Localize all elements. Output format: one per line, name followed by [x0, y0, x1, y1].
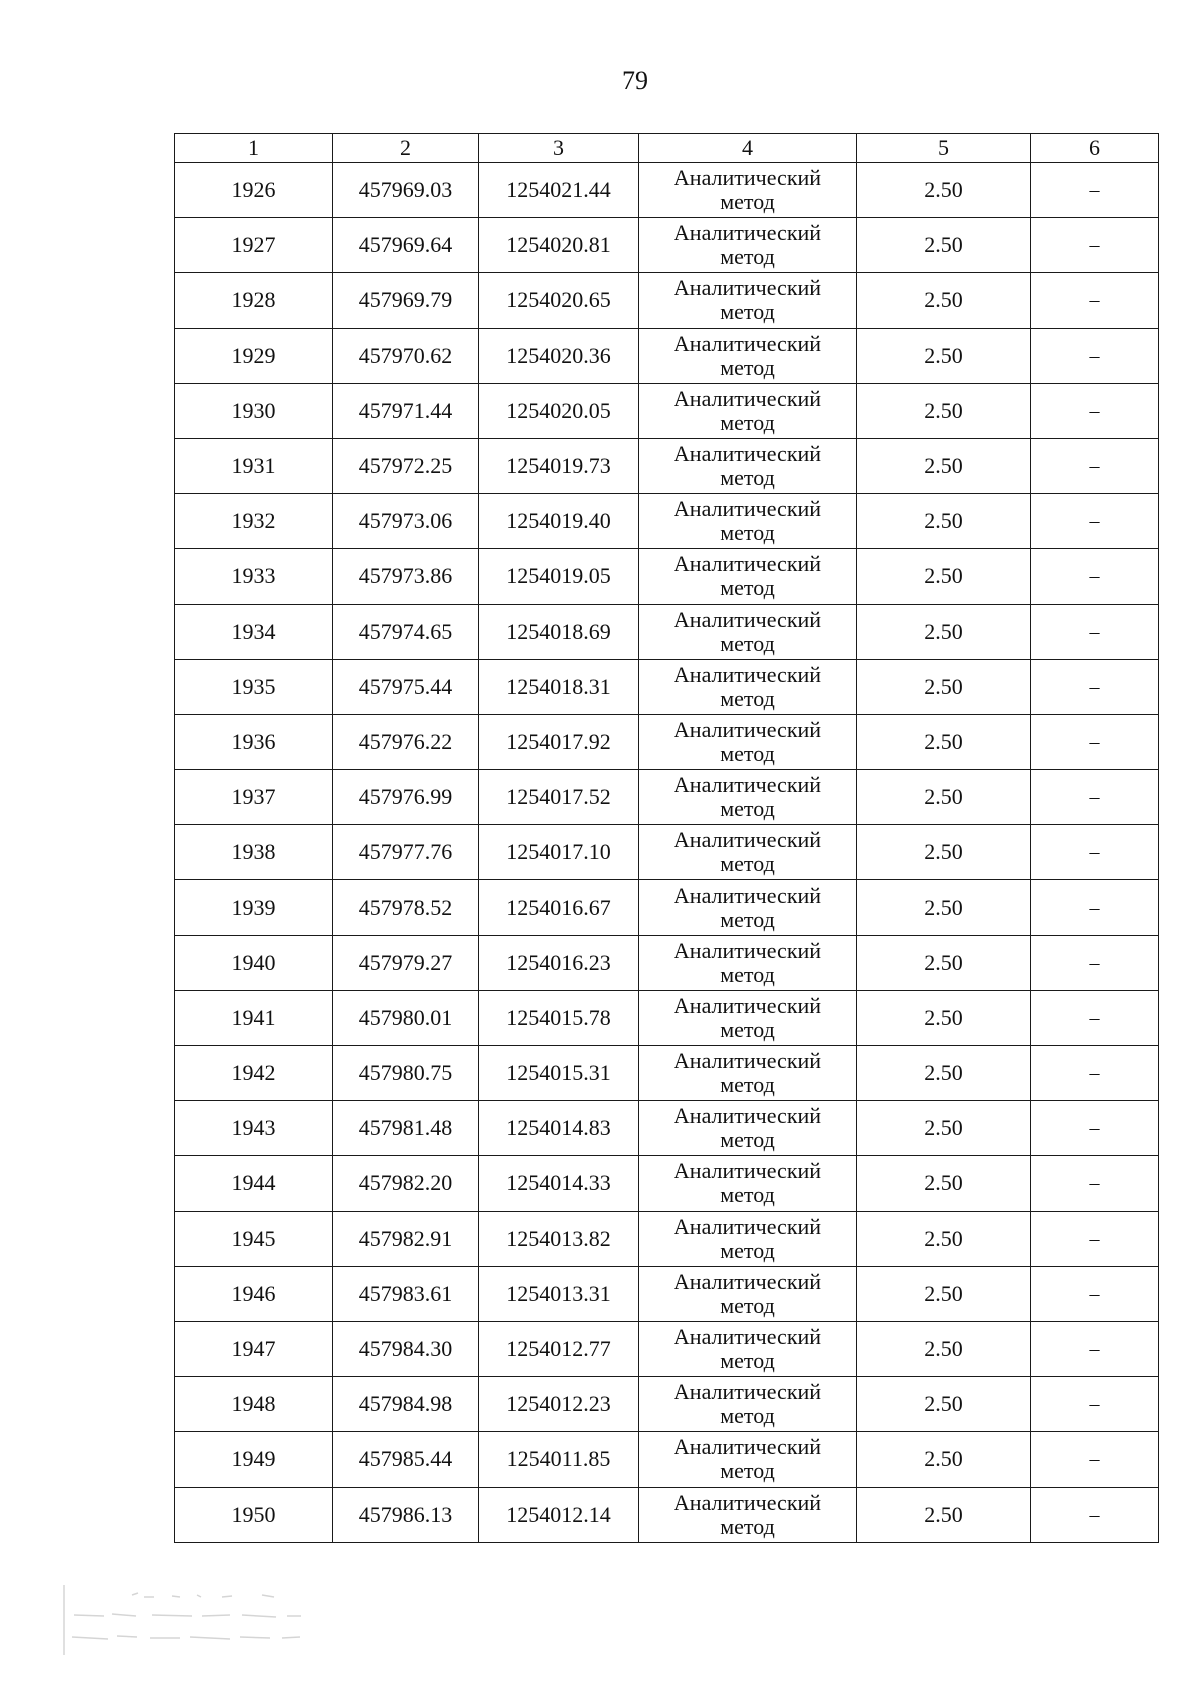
table-row: [175, 438, 1159, 493]
method-line-1: Аналитический: [673, 275, 822, 301]
accuracy-cell: 2.50: [857, 1101, 1031, 1156]
method-line-2: метод: [720, 1072, 775, 1098]
y-coordinate-cell: 1254015.78: [479, 990, 639, 1045]
method-line-2: метод: [720, 299, 775, 325]
point-number-cell: 1945: [175, 1211, 333, 1266]
point-number-cell: 1948: [175, 1377, 333, 1432]
note-cell: –: [1031, 714, 1159, 769]
method-line-2: метод: [720, 1458, 775, 1484]
table-row: [175, 163, 1159, 218]
table-row: [175, 770, 1159, 825]
accuracy-cell: 2.50: [857, 494, 1031, 549]
x-coordinate-cell: 457980.75: [333, 1046, 479, 1101]
point-number-cell: 1943: [175, 1101, 333, 1156]
method-cell: [639, 1046, 857, 1101]
note-cell: –: [1031, 273, 1159, 328]
accuracy-cell: 2.50: [857, 218, 1031, 273]
note-cell: –: [1031, 990, 1159, 1045]
note-cell: –: [1031, 1321, 1159, 1376]
x-coordinate-cell: 457971.44: [333, 383, 479, 438]
x-coordinate-cell: 457973.06: [333, 494, 479, 549]
method-line-2: метод: [720, 1237, 775, 1263]
note-cell: –: [1031, 438, 1159, 493]
method-cell: [639, 659, 857, 714]
point-number-cell: 1928: [175, 273, 333, 328]
method-cell: [639, 494, 857, 549]
table-row: [175, 1321, 1159, 1376]
method-line-1: Аналитический: [673, 1379, 822, 1405]
note-cell: –: [1031, 825, 1159, 880]
table-row: [175, 604, 1159, 659]
method-cell: [639, 825, 857, 880]
y-coordinate-cell: 1254013.82: [479, 1211, 639, 1266]
method-cell: [639, 1377, 857, 1432]
point-number-cell: 1939: [175, 880, 333, 935]
note-cell: –: [1031, 1487, 1159, 1542]
method-line-1: Аналитический: [673, 1268, 822, 1294]
header-col-1: 1: [175, 134, 333, 163]
table-row: [175, 1487, 1159, 1542]
table-row: [175, 1101, 1159, 1156]
x-coordinate-cell: 457974.65: [333, 604, 479, 659]
method-cell: [639, 438, 857, 493]
note-cell: –: [1031, 604, 1159, 659]
point-number-cell: 1926: [175, 163, 333, 218]
method-line-1: Аналитический: [673, 992, 822, 1018]
table-body: [175, 163, 1159, 1543]
method-line-1: Аналитический: [673, 1048, 822, 1074]
point-number-cell: 1942: [175, 1046, 333, 1101]
header-row: [175, 134, 1159, 163]
method-cell: [639, 1101, 857, 1156]
x-coordinate-cell: 457978.52: [333, 880, 479, 935]
note-cell: –: [1031, 659, 1159, 714]
note-cell: –: [1031, 1266, 1159, 1321]
method-line-1: Аналитический: [673, 165, 822, 191]
accuracy-cell: 2.50: [857, 935, 1031, 990]
method-line-2: метод: [720, 1513, 775, 1539]
accuracy-cell: 2.50: [857, 1046, 1031, 1101]
coordinates-table: [174, 133, 1159, 1543]
y-coordinate-cell: 1254017.10: [479, 825, 639, 880]
accuracy-cell: 2.50: [857, 438, 1031, 493]
method-line-1: Аналитический: [673, 772, 822, 798]
note-cell: –: [1031, 494, 1159, 549]
accuracy-cell: 2.50: [857, 1211, 1031, 1266]
y-coordinate-cell: 1254015.31: [479, 1046, 639, 1101]
method-line-1: Аналитический: [673, 937, 822, 963]
header-col-5: 5: [857, 134, 1031, 163]
note-cell: –: [1031, 935, 1159, 990]
note-cell: –: [1031, 880, 1159, 935]
point-number-cell: 1936: [175, 714, 333, 769]
x-coordinate-cell: 457976.99: [333, 770, 479, 825]
y-coordinate-cell: 1254014.83: [479, 1101, 639, 1156]
method-line-1: Аналитический: [673, 1434, 822, 1460]
page-number: 79: [622, 66, 648, 95]
y-coordinate-cell: 1254018.69: [479, 604, 639, 659]
table-row: [175, 935, 1159, 990]
method-line-1: Аналитический: [673, 1489, 822, 1515]
x-coordinate-cell: 457984.30: [333, 1321, 479, 1376]
x-coordinate-cell: 457969.79: [333, 273, 479, 328]
y-coordinate-cell: 1254020.81: [479, 218, 639, 273]
accuracy-cell: 2.50: [857, 659, 1031, 714]
accuracy-cell: 2.50: [857, 990, 1031, 1045]
x-coordinate-cell: 457986.13: [333, 1487, 479, 1542]
point-number-cell: 1934: [175, 604, 333, 659]
x-coordinate-cell: 457985.44: [333, 1432, 479, 1487]
y-coordinate-cell: 1254013.31: [479, 1266, 639, 1321]
x-coordinate-cell: 457972.25: [333, 438, 479, 493]
method-cell: [639, 935, 857, 990]
header-col-6: 6: [1031, 134, 1159, 163]
x-coordinate-cell: 457969.03: [333, 163, 479, 218]
table-row: [175, 549, 1159, 604]
note-cell: –: [1031, 328, 1159, 383]
method-line-1: Аналитический: [673, 1213, 822, 1239]
point-number-cell: 1929: [175, 328, 333, 383]
method-cell: [639, 549, 857, 604]
note-cell: –: [1031, 1156, 1159, 1211]
accuracy-cell: 2.50: [857, 604, 1031, 659]
accuracy-cell: 2.50: [857, 273, 1031, 328]
method-line-2: метод: [720, 1182, 775, 1208]
method-cell: [639, 714, 857, 769]
method-cell: [639, 1321, 857, 1376]
y-coordinate-cell: 1254016.23: [479, 935, 639, 990]
method-line-2: метод: [720, 520, 775, 546]
header-col-3: 3: [479, 134, 639, 163]
method-line-2: метод: [720, 1016, 775, 1042]
table-row: [175, 1432, 1159, 1487]
accuracy-cell: 2.50: [857, 880, 1031, 935]
point-number-cell: 1947: [175, 1321, 333, 1376]
table-row: [175, 1156, 1159, 1211]
accuracy-cell: 2.50: [857, 328, 1031, 383]
y-coordinate-cell: 1254018.31: [479, 659, 639, 714]
note-cell: –: [1031, 218, 1159, 273]
method-cell: [639, 880, 857, 935]
x-coordinate-cell: 457979.27: [333, 935, 479, 990]
method-line-2: метод: [720, 685, 775, 711]
accuracy-cell: 2.50: [857, 1487, 1031, 1542]
method-cell: [639, 273, 857, 328]
x-coordinate-cell: 457984.98: [333, 1377, 479, 1432]
point-number-cell: 1931: [175, 438, 333, 493]
method-cell: [639, 383, 857, 438]
y-coordinate-cell: 1254020.36: [479, 328, 639, 383]
accuracy-cell: 2.50: [857, 1156, 1031, 1211]
method-line-2: метод: [720, 1403, 775, 1429]
accuracy-cell: 2.50: [857, 163, 1031, 218]
method-cell: [639, 218, 857, 273]
faded-stamp-mark: [62, 1575, 332, 1665]
method-cell: [639, 1487, 857, 1542]
y-coordinate-cell: 1254021.44: [479, 163, 639, 218]
point-number-cell: 1930: [175, 383, 333, 438]
method-cell: [639, 1266, 857, 1321]
point-number-cell: 1932: [175, 494, 333, 549]
method-line-2: метод: [720, 575, 775, 601]
x-coordinate-cell: 457982.91: [333, 1211, 479, 1266]
header-col-4: 4: [639, 134, 857, 163]
method-line-1: Аналитический: [673, 1103, 822, 1129]
x-coordinate-cell: 457980.01: [333, 990, 479, 1045]
y-coordinate-cell: 1254020.65: [479, 273, 639, 328]
accuracy-cell: 2.50: [857, 714, 1031, 769]
y-coordinate-cell: 1254017.92: [479, 714, 639, 769]
table-row: [175, 1377, 1159, 1432]
x-coordinate-cell: 457982.20: [333, 1156, 479, 1211]
method-line-1: Аналитический: [673, 385, 822, 411]
method-cell: [639, 1432, 857, 1487]
table-row: [175, 1046, 1159, 1101]
method-line-1: Аналитический: [673, 1158, 822, 1184]
method-line-2: метод: [720, 906, 775, 932]
note-cell: –: [1031, 1377, 1159, 1432]
method-line-1: Аналитический: [673, 441, 822, 467]
y-coordinate-cell: 1254012.14: [479, 1487, 639, 1542]
method-line-2: метод: [720, 189, 775, 215]
accuracy-cell: 2.50: [857, 1377, 1031, 1432]
y-coordinate-cell: 1254016.67: [479, 880, 639, 935]
method-line-2: метод: [720, 740, 775, 766]
point-number-cell: 1938: [175, 825, 333, 880]
y-coordinate-cell: 1254017.52: [479, 770, 639, 825]
accuracy-cell: 2.50: [857, 1321, 1031, 1376]
method-line-2: метод: [720, 354, 775, 380]
method-cell: [639, 604, 857, 659]
method-line-2: метод: [720, 1292, 775, 1318]
point-number-cell: 1946: [175, 1266, 333, 1321]
table-row: [175, 218, 1159, 273]
point-number-cell: 1944: [175, 1156, 333, 1211]
note-cell: –: [1031, 163, 1159, 218]
table-row: [175, 714, 1159, 769]
y-coordinate-cell: 1254019.73: [479, 438, 639, 493]
method-cell: [639, 1211, 857, 1266]
method-line-1: Аналитический: [673, 716, 822, 742]
table-row: [175, 990, 1159, 1045]
table-row: [175, 383, 1159, 438]
method-line-2: метод: [720, 244, 775, 270]
method-line-2: метод: [720, 409, 775, 435]
point-number-cell: 1937: [175, 770, 333, 825]
table-row: [175, 825, 1159, 880]
point-number-cell: 1949: [175, 1432, 333, 1487]
accuracy-cell: 2.50: [857, 549, 1031, 604]
method-line-1: Аналитический: [673, 882, 822, 908]
method-line-1: Аналитический: [673, 330, 822, 356]
table-row: [175, 880, 1159, 935]
note-cell: –: [1031, 1046, 1159, 1101]
method-cell: [639, 328, 857, 383]
method-line-2: метод: [720, 961, 775, 987]
method-line-1: Аналитический: [673, 661, 822, 687]
x-coordinate-cell: 457969.64: [333, 218, 479, 273]
y-coordinate-cell: 1254012.77: [479, 1321, 639, 1376]
method-line-2: метод: [720, 1348, 775, 1374]
table-row: [175, 273, 1159, 328]
accuracy-cell: 2.50: [857, 1266, 1031, 1321]
coordinates-table-container: [174, 133, 1158, 1543]
accuracy-cell: 2.50: [857, 770, 1031, 825]
table-row: [175, 494, 1159, 549]
y-coordinate-cell: 1254019.40: [479, 494, 639, 549]
method-line-2: метод: [720, 1127, 775, 1153]
method-cell: [639, 990, 857, 1045]
x-coordinate-cell: 457977.76: [333, 825, 479, 880]
y-coordinate-cell: 1254019.05: [479, 549, 639, 604]
x-coordinate-cell: 457983.61: [333, 1266, 479, 1321]
table-row: [175, 659, 1159, 714]
accuracy-cell: 2.50: [857, 1432, 1031, 1487]
method-cell: [639, 770, 857, 825]
y-coordinate-cell: 1254014.33: [479, 1156, 639, 1211]
x-coordinate-cell: 457970.62: [333, 328, 479, 383]
method-line-1: Аналитический: [673, 1324, 822, 1350]
method-line-2: метод: [720, 630, 775, 656]
point-number-cell: 1933: [175, 549, 333, 604]
point-number-cell: 1935: [175, 659, 333, 714]
note-cell: –: [1031, 1432, 1159, 1487]
header-col-2: 2: [333, 134, 479, 163]
method-line-1: Аналитический: [673, 606, 822, 632]
note-cell: –: [1031, 383, 1159, 438]
method-line-2: метод: [720, 851, 775, 877]
y-coordinate-cell: 1254020.05: [479, 383, 639, 438]
table-row: [175, 1266, 1159, 1321]
y-coordinate-cell: 1254012.23: [479, 1377, 639, 1432]
accuracy-cell: 2.50: [857, 383, 1031, 438]
point-number-cell: 1927: [175, 218, 333, 273]
note-cell: –: [1031, 770, 1159, 825]
note-cell: –: [1031, 1101, 1159, 1156]
method-line-2: метод: [720, 796, 775, 822]
method-cell: [639, 163, 857, 218]
method-line-2: метод: [720, 465, 775, 491]
x-coordinate-cell: 457976.22: [333, 714, 479, 769]
method-line-1: Аналитический: [673, 551, 822, 577]
point-number-cell: 1950: [175, 1487, 333, 1542]
note-cell: –: [1031, 1211, 1159, 1266]
point-number-cell: 1941: [175, 990, 333, 1045]
x-coordinate-cell: 457975.44: [333, 659, 479, 714]
note-cell: –: [1031, 549, 1159, 604]
method-line-1: Аналитический: [673, 827, 822, 853]
method-line-1: Аналитический: [673, 496, 822, 522]
x-coordinate-cell: 457981.48: [333, 1101, 479, 1156]
point-number-cell: 1940: [175, 935, 333, 990]
accuracy-cell: 2.50: [857, 825, 1031, 880]
y-coordinate-cell: 1254011.85: [479, 1432, 639, 1487]
table-row: [175, 328, 1159, 383]
method-cell: [639, 1156, 857, 1211]
table-row: [175, 1211, 1159, 1266]
x-coordinate-cell: 457973.86: [333, 549, 479, 604]
method-line-1: Аналитический: [673, 220, 822, 246]
